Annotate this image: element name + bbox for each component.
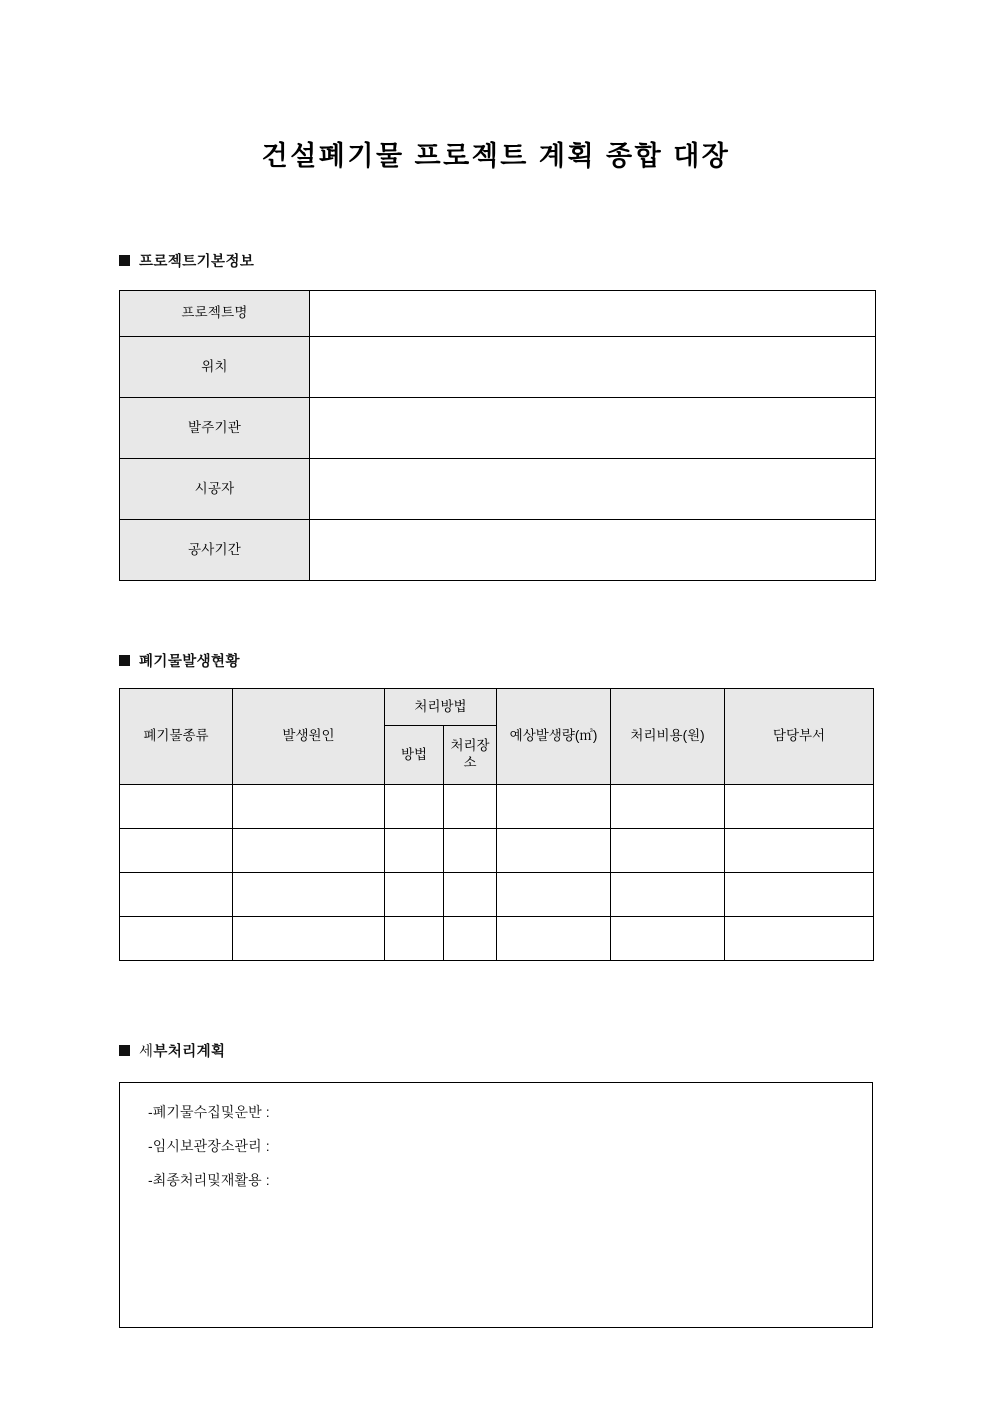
cell-waste-type[interactable] <box>120 785 233 829</box>
column-header-treatment-place: 처리장소 <box>444 726 497 785</box>
column-header-waste-cause: 발생원인 <box>233 689 385 785</box>
cell-treatment-place[interactable] <box>444 873 497 917</box>
table-row <box>120 398 876 459</box>
cell-expected-volume[interactable] <box>497 829 611 873</box>
cell-waste-cause[interactable] <box>233 829 385 873</box>
basic-info-label-location: 위치 <box>120 337 310 398</box>
table-row <box>120 785 874 829</box>
cell-expected-volume[interactable] <box>497 873 611 917</box>
list-item[interactable]: -최종처리및재활용 : <box>148 1172 270 1188</box>
basic-info-table <box>119 290 876 581</box>
list-item[interactable]: -임시보관장소관리 : <box>148 1138 270 1154</box>
cell-method[interactable] <box>385 873 444 917</box>
section-heading-detail-plan-label: 부처리계획 <box>153 1044 226 1060</box>
basic-info-value-contractor[interactable] <box>310 459 876 520</box>
section-heading-waste-status-label: 폐기물발생현황 <box>139 654 240 670</box>
cell-responsible-dept[interactable] <box>725 873 874 917</box>
cell-treatment-cost[interactable] <box>611 829 725 873</box>
column-header-responsible-dept: 담당부서 <box>725 689 874 785</box>
section-heading-detail-plan-label-prefix: 세 <box>139 1044 154 1060</box>
table-row <box>120 873 874 917</box>
cell-treatment-place[interactable] <box>444 829 497 873</box>
cell-treatment-cost[interactable] <box>611 785 725 829</box>
cell-treatment-cost[interactable] <box>611 873 725 917</box>
basic-info-label-construction-period: 공사기간 <box>120 520 310 581</box>
cell-waste-cause[interactable] <box>233 917 385 961</box>
cell-method[interactable] <box>385 785 444 829</box>
column-header-treatment-cost: 처리비용(원) <box>611 689 725 785</box>
cell-responsible-dept[interactable] <box>725 917 874 961</box>
section-heading-basic-info-label: 프로젝트기본정보 <box>139 254 255 270</box>
cell-responsible-dept[interactable] <box>725 785 874 829</box>
cell-method[interactable] <box>385 917 444 961</box>
square-bullet-icon <box>119 255 130 266</box>
section-heading-detail-plan <box>119 1040 225 1061</box>
square-bullet-icon <box>119 1045 130 1056</box>
table-row <box>120 520 876 581</box>
basic-info-label-project-name: 프로젝트명 <box>120 291 310 337</box>
waste-status-table <box>119 688 874 961</box>
section-heading-waste-status <box>119 650 240 671</box>
cell-expected-volume[interactable] <box>497 917 611 961</box>
table-row <box>120 459 876 520</box>
cell-waste-cause[interactable] <box>233 785 385 829</box>
basic-info-value-construction-period[interactable] <box>310 520 876 581</box>
table-row <box>120 917 874 961</box>
detail-plan-list <box>120 1083 872 1187</box>
cell-waste-cause[interactable] <box>233 873 385 917</box>
document-title: 건설폐기물 프로젝트 계획 종합 대장 <box>261 141 731 171</box>
basic-info-value-client-org[interactable] <box>310 398 876 459</box>
cell-method[interactable] <box>385 829 444 873</box>
column-header-method: 방법 <box>385 726 444 785</box>
list-item[interactable]: -폐기물수집및운반 : <box>148 1104 270 1120</box>
column-header-treatment-method-group: 처리방법 <box>385 689 497 726</box>
basic-info-value-project-name[interactable] <box>310 291 876 337</box>
cell-treatment-cost[interactable] <box>611 917 725 961</box>
detail-plan-textbox[interactable] <box>119 1082 873 1328</box>
table-row <box>120 337 876 398</box>
column-header-expected-volume <box>497 689 611 785</box>
table-row <box>120 829 874 873</box>
cell-waste-type[interactable] <box>120 917 233 961</box>
cell-treatment-place[interactable] <box>444 917 497 961</box>
column-header-waste-type: 폐기물종류 <box>120 689 233 785</box>
cell-waste-type[interactable] <box>120 829 233 873</box>
basic-info-label-client-org: 발주기관 <box>120 398 310 459</box>
column-header-expected-volume-label: 예상발생량(㎥) <box>509 728 598 744</box>
table-header-row-top <box>120 689 874 726</box>
basic-info-label-contractor: 시공자 <box>120 459 310 520</box>
section-heading-basic-info <box>119 250 254 271</box>
basic-info-value-location[interactable] <box>310 337 876 398</box>
cell-waste-type[interactable] <box>120 873 233 917</box>
cell-responsible-dept[interactable] <box>725 829 874 873</box>
square-bullet-icon <box>119 655 130 666</box>
cell-expected-volume[interactable] <box>497 785 611 829</box>
table-row <box>120 291 876 337</box>
cell-treatment-place[interactable] <box>444 785 497 829</box>
